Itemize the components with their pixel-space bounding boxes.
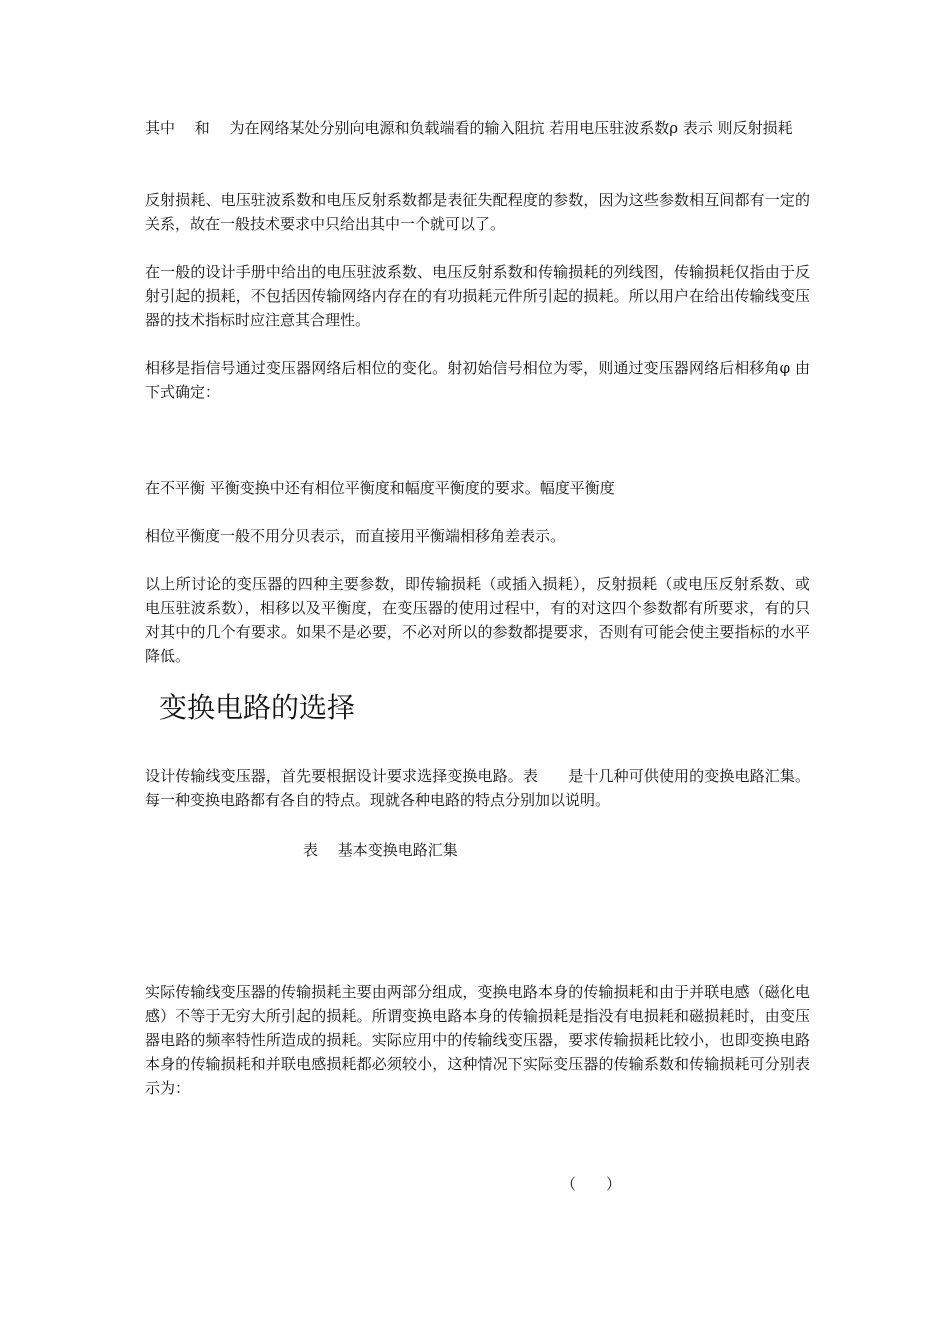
paragraph-nomogram: 在一般的设计手册中给出的电压驻波系数、电压反射系数和传输损耗的列线图，传输损耗仅指由于反射引起的损耗，不包括因传输网络内存在的有功损耗元件所引起的损耗。所以用户在给出传输线变压器的技术指标时应注意其合理性。 — [145, 263, 810, 329]
paragraph-balance: 在不平衡 平衡变换中还有相位平衡度和幅度平衡度的要求。幅度平衡度 — [145, 479, 615, 497]
paragraph-phase-shift: 相移是指信号通过变压器网络后相位的变化。射初始信号相位为零，则通过变压器网络后相移角φ 由下式确定： — [145, 359, 810, 401]
paragraph-reflection-loss: 反射损耗、电压驻波系数和电压反射系数都是表征失配程度的参数，因为这些参数相互间都有一定的关系，故在一般技术要求中只给出其中一个就可以了。 — [145, 191, 810, 233]
section-heading: 变换电路的选择 — [159, 691, 356, 724]
paragraph-transmission-loss: 实际传输线变压器的传输损耗主要由两部分组成，变换电路本身的传输损耗和由于并联电感（磁化电感）不等于无穷大所引起的损耗。所谓变换电路本身的传输损耗是指没有电损耗和磁损耗时，由变压器电路的频率特性所造成的损耗。实际应用中的传输线变压器，要求传输损耗比较小，也即变换电路本身的传输损耗和并联电感损耗都必须较小，这种情况下实际变压器的传输系数和传输损耗可分别表示为： — [145, 983, 810, 1097]
table-caption: 表 基本变换电路汇集 — [303, 841, 458, 859]
paragraph-input-impedance: 其中 和 为在网络某处分别向电源和负载端看的输入阻抗 若用电压驻波系数ρ 表示 则反射损耗 — [145, 119, 793, 137]
paragraph-circuit-selection: 设计传输线变压器，首先要根据设计要求选择变换电路。表 是十几种可供使用的变换电路汇集。每一种变换电路都有各自的特点。现就各种电路的特点分别加以说明。 — [145, 767, 810, 809]
paragraph-four-parameters: 以上所讨论的变压器的四种主要参数，即传输损耗（或插入损耗），反射损耗（或电压反射系数、或电压驻波系数），相移以及平衡度，在变压器的使用过程中，有的对这四个参数都有所要求，有的只对其中的几个有要求。如果不是必要，不必对所以的参数都提要求，否则有可能会使主要指标的水平降低。 — [145, 575, 810, 665]
paragraph-phase-balance: 相位平衡度一般不用分贝表示，而直接用平衡端相移角差表示。 — [145, 527, 566, 545]
equation-number: （ ） — [561, 1175, 622, 1193]
